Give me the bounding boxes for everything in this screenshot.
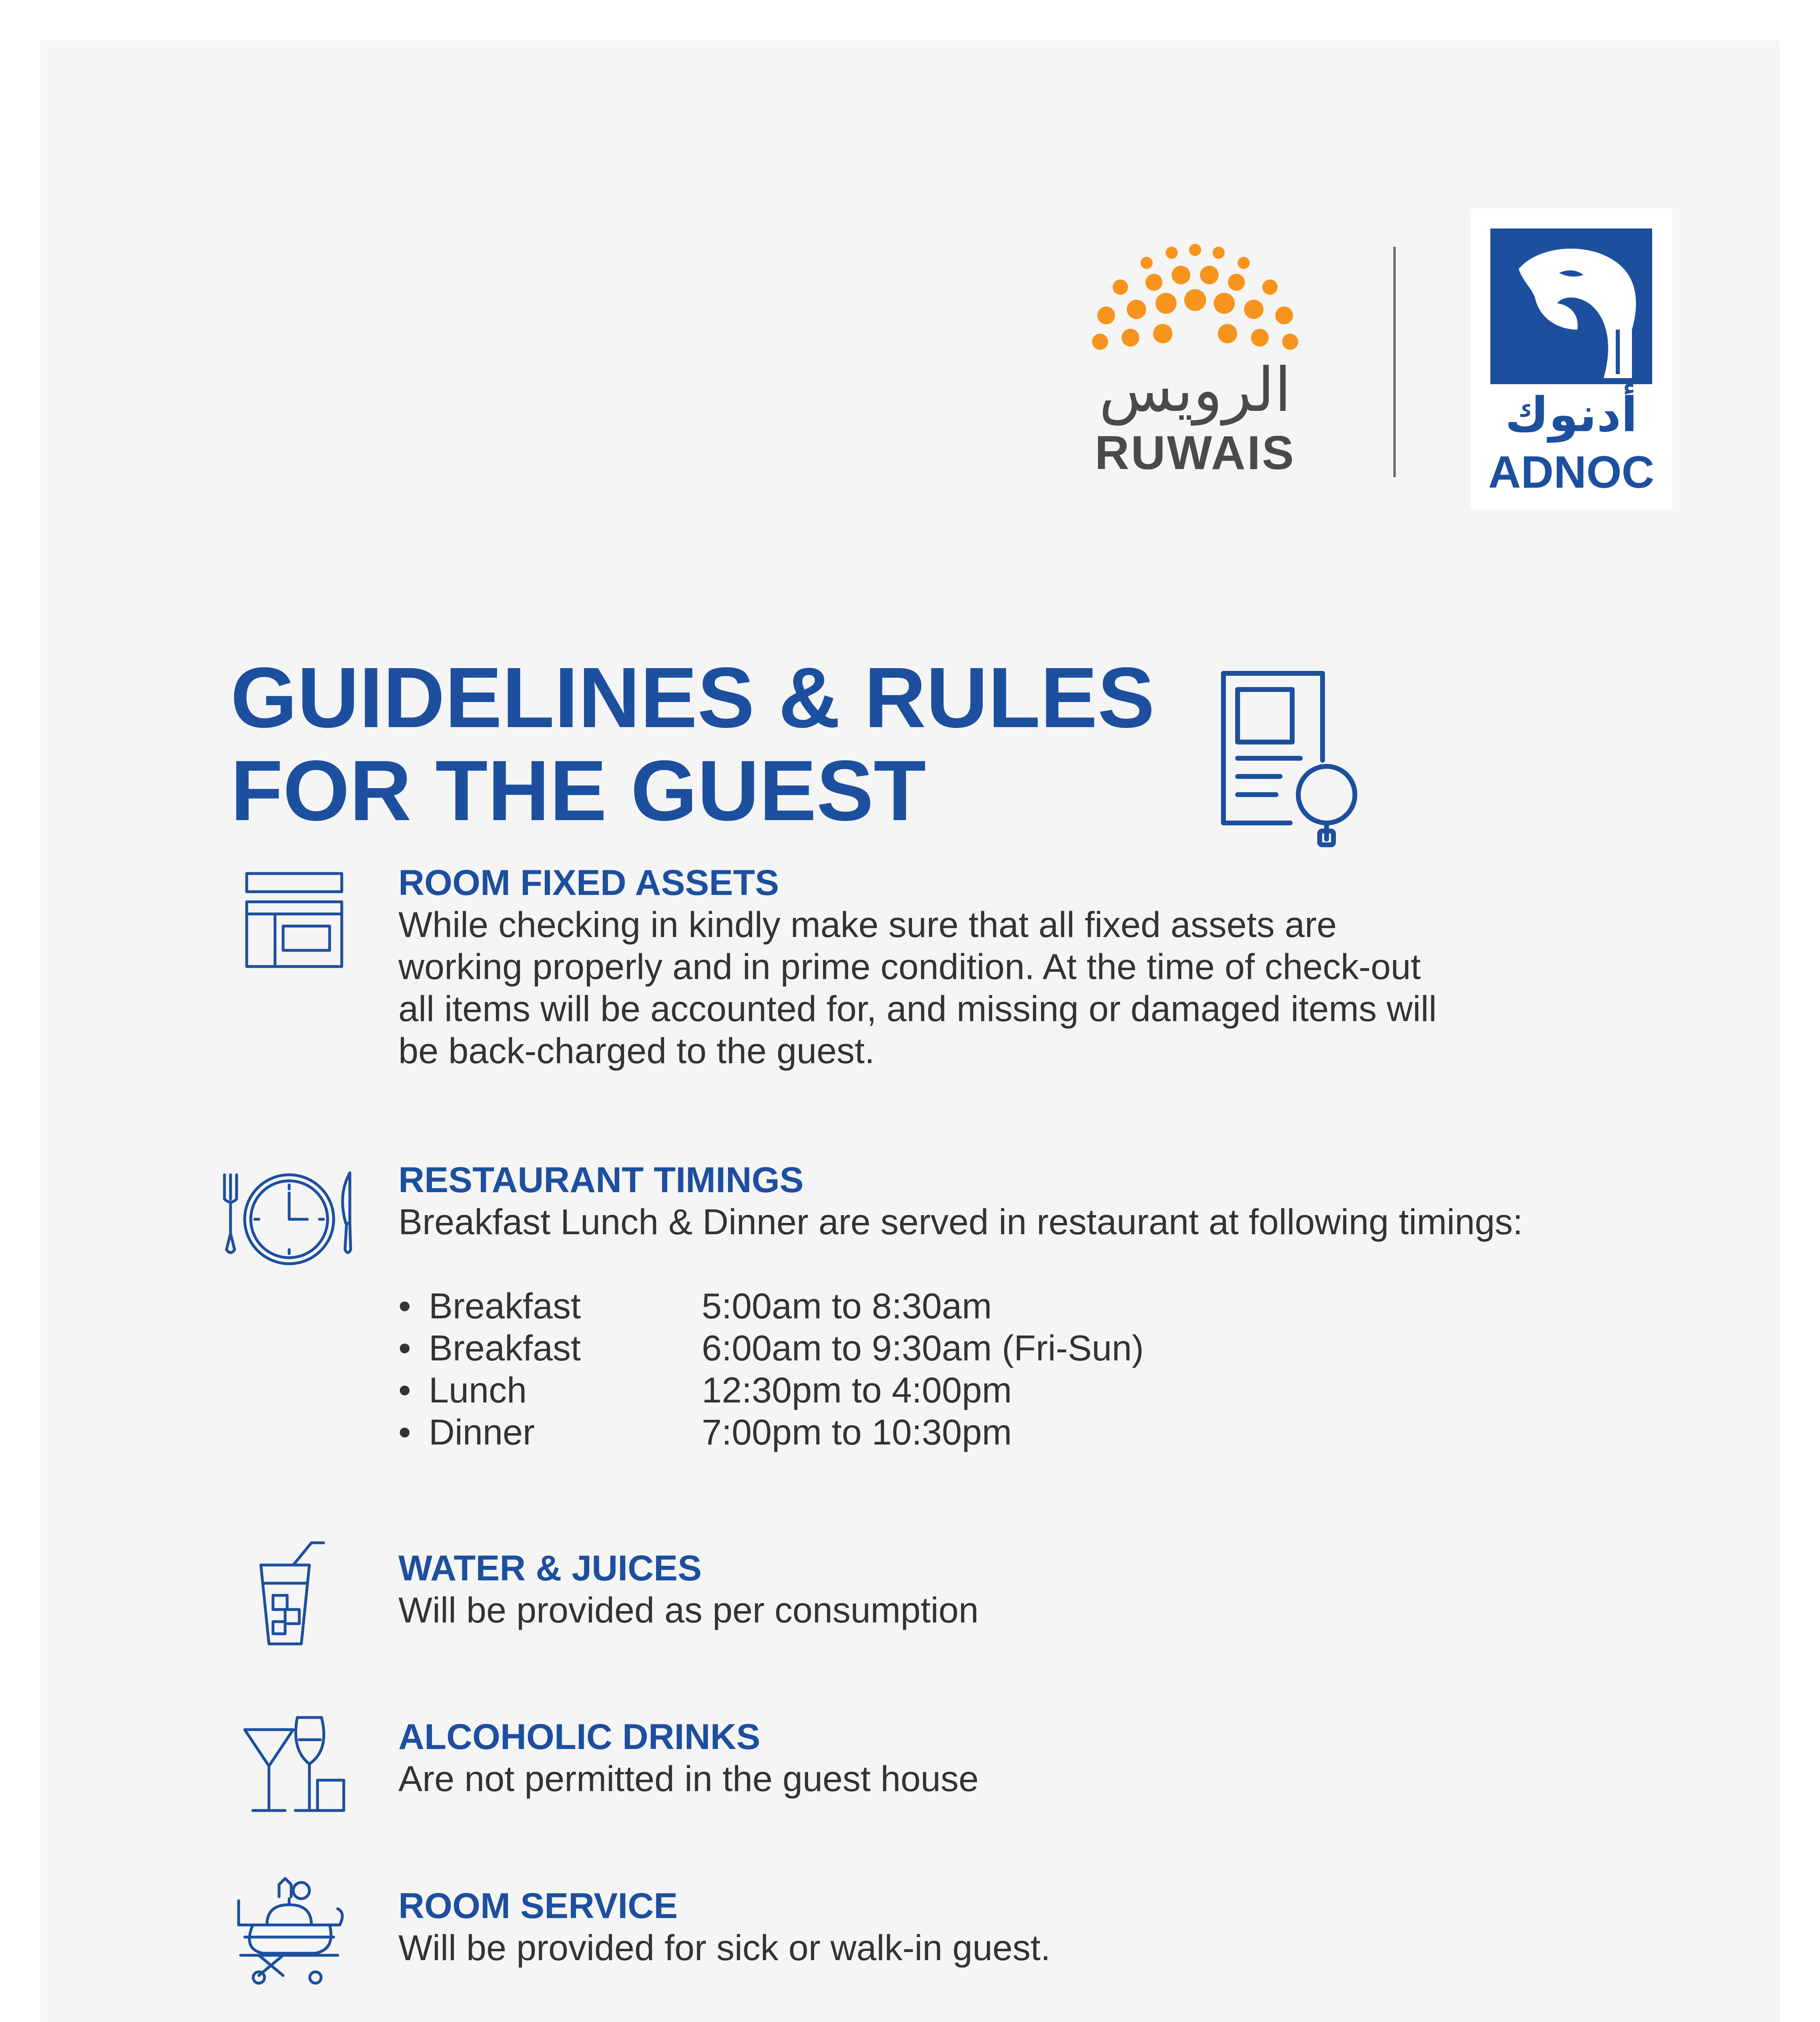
document-search-icon — [1215, 665, 1369, 847]
meal-name: Dinner — [429, 1412, 535, 1452]
bullet: • — [398, 1370, 411, 1410]
section-title: ROOM FIXED ASSETS — [398, 862, 779, 903]
meal-time: 12:30pm to 4:00pm — [702, 1370, 1012, 1410]
clock-cutlery-icon — [216, 1163, 362, 1284]
adnoc-logo — [1470, 208, 1672, 510]
bullet: • — [398, 1286, 411, 1326]
bullet: • — [398, 1328, 411, 1368]
cabinet-icon — [231, 865, 352, 987]
meal-name: Lunch — [429, 1370, 527, 1410]
page-title — [231, 651, 1242, 837]
meal-time: 5:00am to 8:30am — [702, 1286, 992, 1326]
drink-glass-icon — [231, 1535, 352, 1656]
body-line: Breakfast Lunch & Dinner are served in restaurant at following timings: — [398, 1201, 1523, 1242]
adnoc-english-name: ADNOC — [1488, 447, 1655, 497]
body-line: be back-charged to the guest. — [398, 1030, 875, 1071]
ruwais-english-name: RUWAIS — [1095, 426, 1295, 480]
logo-divider — [1393, 247, 1396, 477]
ruwais-arabic-name: الرويس — [1099, 355, 1291, 425]
body-line: While checking in kindly make sure that all fixed assets are — [398, 904, 1337, 945]
section-body — [398, 1201, 1814, 1243]
ruwais-sunburst-icon — [1082, 235, 1308, 356]
section-title: ROOM SERVICE — [398, 1885, 678, 1926]
section-body — [398, 903, 1814, 1072]
body-line: all items will be accounted for, and missing or damaged items will — [398, 988, 1437, 1029]
section-body — [398, 1758, 1814, 1800]
body-line: Will be provided as per consumption — [398, 1590, 979, 1630]
section-title: RESTAURANT TIMINGS — [398, 1159, 804, 1200]
page-title-line-1: GUIDELINES & RULES — [231, 649, 1155, 745]
room-service-cart-icon — [231, 1868, 352, 1990]
body-line: Will be provided for sick or walk-in guest. — [398, 1927, 1051, 1968]
body-line: Are not permitted in the guest house — [398, 1758, 979, 1799]
bullet: • — [398, 1412, 411, 1452]
ruwais-logo — [1082, 235, 1308, 493]
section-body — [398, 1589, 1814, 1631]
guest-guidelines-poster — [40, 40, 1780, 2022]
adnoc-falcon-icon — [1470, 208, 1672, 386]
section-title: WATER & JUICES — [398, 1548, 702, 1588]
meal-name: Breakfast — [429, 1328, 581, 1368]
body-line: working properly and in prime condition. At the time of check-out — [398, 946, 1421, 987]
meal-name: Breakfast — [429, 1286, 581, 1326]
section-body — [398, 1927, 1814, 1969]
alcohol-glasses-icon — [231, 1705, 352, 1827]
adnoc-arabic-name: أدنوك — [1505, 387, 1638, 442]
meal-time: 6:00am to 9:30am (Fri-Sun) — [702, 1328, 1144, 1368]
page-title-line-2: FOR THE GUEST — [231, 742, 926, 838]
meal-time: 7:00pm to 10:30pm — [702, 1412, 1012, 1452]
section-title: ALCOHOLIC DRINKS — [398, 1716, 760, 1757]
